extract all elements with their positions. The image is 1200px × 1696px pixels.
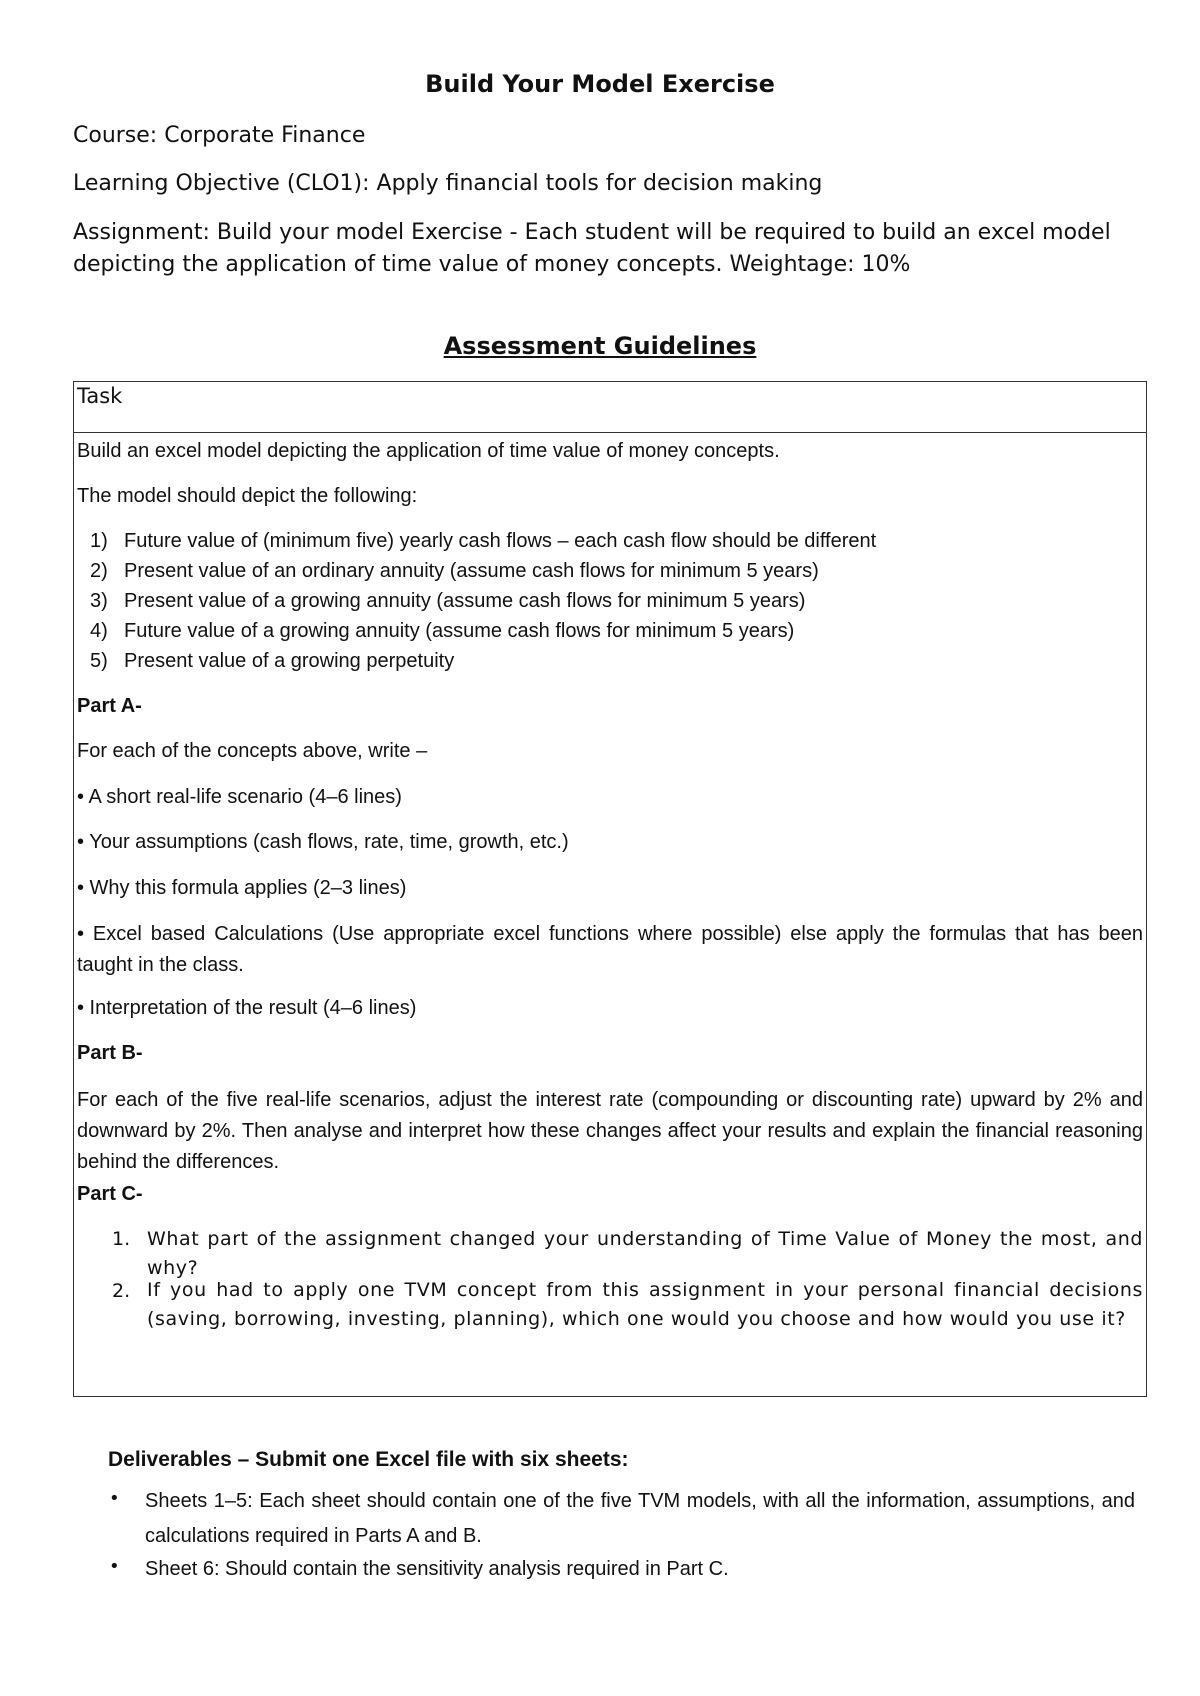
concept-item: Future value of a growing annuity (assume cash flows for minimum 5 years) <box>124 620 795 642</box>
concept-item: Future value of (minimum five) yearly cash flows – each cash flow should be different <box>124 530 877 552</box>
bullet-icon: • <box>109 1556 120 1577</box>
part-c-label: Part C- <box>77 1183 143 1205</box>
deliverables-heading: Deliverables – Submit one Excel file with six sheets: <box>108 1448 629 1471</box>
part-a-item: • Interpretation of the result (4–6 lines) <box>77 997 417 1019</box>
objective-line: Learning Objective (CLO1): Apply financial tools for decision making <box>73 171 823 196</box>
document-title: Build Your Model Exercise <box>425 70 775 98</box>
concept-number: 2) <box>90 560 108 582</box>
task-header: Task <box>77 384 123 408</box>
deliverable-item: Sheet 6: Should contain the sensitivity analysis required in Part C. <box>145 1558 729 1580</box>
assessment-heading: Assessment Guidelines <box>443 332 757 360</box>
part-c-question: What part of the assignment changed your understanding of Time Value of Money the most, and why? <box>147 1228 1143 1279</box>
part-a-item: • A short real-life scenario (4–6 lines) <box>77 786 402 808</box>
part-b-label: Part B- <box>77 1042 143 1064</box>
part-a-item: • Excel based Calculations (Use appropriate excel functions where possible) else apply the formulas that has been taught in the class. <box>77 923 1143 976</box>
concept-number: 5) <box>90 650 108 672</box>
part-c-number: 1. <box>112 1228 131 1250</box>
depict-text: The model should depict the following: <box>77 485 418 507</box>
deliverable-item: Sheets 1–5: Each sheet should contain one of the five TVM models, with all the information, assumptions, and calculations required in Parts A and B. <box>145 1490 1135 1547</box>
part-b-text: For each of the five real-life scenarios, adjust the interest rate (compounding or discounting rate) upward by 2% and downward by 2%. Then analyse and interpret how these changes affect your results and explain the financial reasoning behind the differences. <box>77 1089 1143 1173</box>
part-a-item: • Why this formula applies (2–3 lines) <box>77 877 407 899</box>
bullet-icon: • <box>109 1488 120 1509</box>
assignment-paragraph: Assignment: Build your model Exercise - Each student will be required to build an excel model depicting the application of time value of money concepts. Weightage: 10% <box>73 220 1111 277</box>
concept-number: 4) <box>90 620 108 642</box>
concept-number: 1) <box>90 530 108 552</box>
concept-number: 3) <box>90 590 108 612</box>
concept-item: Present value of a growing perpetuity <box>124 650 455 672</box>
course-line: Course: Corporate Finance <box>73 123 366 148</box>
part-c-number: 2. <box>112 1280 131 1302</box>
part-a-intro: For each of the concepts above, write – <box>77 740 428 762</box>
part-c-question: If you had to apply one TVM concept from this assignment in your personal financial decisions (saving, borrowing, investing, planning), which one would you choose and how would you use it? <box>147 1279 1143 1330</box>
part-a-item: • Your assumptions (cash flows, rate, time, growth, etc.) <box>77 831 569 853</box>
guidelines-table <box>73 381 1147 1397</box>
concept-item: Present value of a growing annuity (assume cash flows for minimum 5 years) <box>124 590 806 612</box>
concept-item: Present value of an ordinary annuity (assume cash flows for minimum 5 years) <box>124 560 819 582</box>
part-a-label: Part A- <box>77 695 142 717</box>
table-header-row <box>74 382 1146 433</box>
intro-text: Build an excel model depicting the application of time value of money concepts. <box>77 440 780 462</box>
